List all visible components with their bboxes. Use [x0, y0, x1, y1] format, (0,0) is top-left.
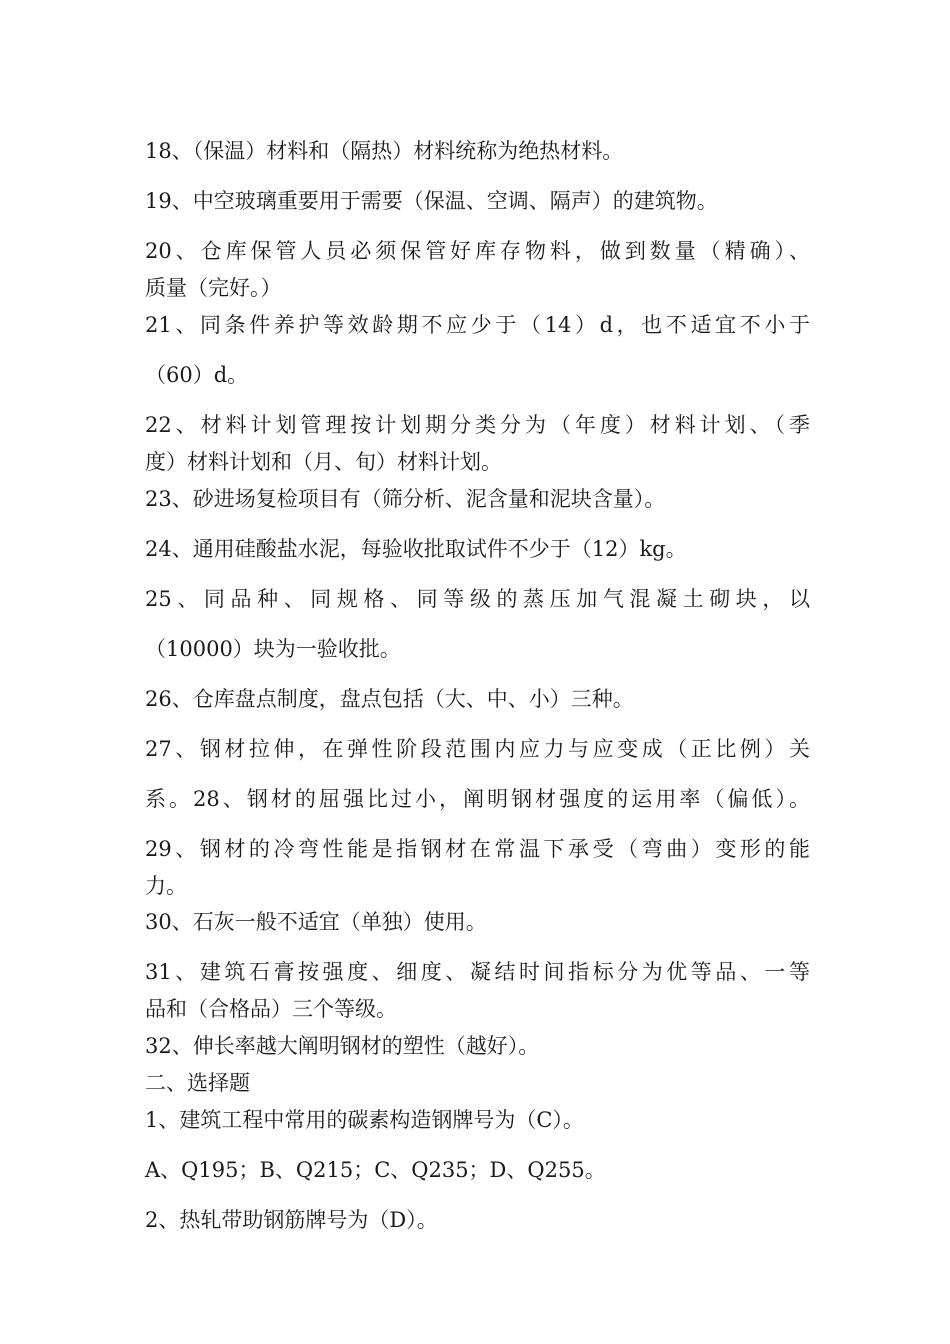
text-line-21b: （60）d。 [145, 363, 249, 387]
text-line-18: 18、（保温）材料和（隔热）材料统称为绝热材料。 [145, 139, 624, 163]
text-line-22b: 度）材料计划和（月、旬）材料计划。 [145, 450, 502, 474]
text-line-29a: 29、钢材的冷弯性能是指钢材在常温下承受（弯曲）变形的能 [145, 837, 810, 861]
text-line-20b: 质量（完好。） [145, 276, 282, 300]
text-line-23: 23、砂进场复检项目有（筛分析、泥含量和泥块含量）。 [145, 487, 666, 511]
section-heading-choice: 二、选择题 [145, 1071, 250, 1095]
text-line-30: 30、石灰一般不适宜（单独）使用。 [145, 910, 487, 934]
question-2: 2、热轧带助钢筋牌号为（D）。 [145, 1208, 438, 1232]
text-line-27b-28: 系。28、钢材的屈强比过小，阐明钢材强度的运用率（偏低）。 [145, 787, 810, 811]
text-line-27a: 27、钢材拉伸，在弹性阶段范围内应力与应变成（正比例）关 [145, 737, 810, 761]
text-line-32: 32、伸长率越大阐明钢材的塑性（越好）。 [145, 1034, 540, 1058]
text-line-29b: 力。 [145, 874, 187, 898]
text-line-25b: （10000）块为一验收批。 [145, 637, 401, 661]
text-line-24: 24、通用硅酸盐水泥，每验收批取试件不少于（12）kg。 [145, 537, 687, 561]
text-line-19: 19、中空玻璃重要用于需要（保温、空调、隔声）的建筑物。 [145, 189, 718, 213]
text-line-21a: 21、同条件养护等效龄期不应少于（14）d，也不适宜不小于 [145, 313, 810, 337]
text-line-20a: 20、仓库保管人员必须保管好库存物料，做到数量（精确）、 [145, 239, 810, 263]
text-line-26: 26、仓库盘点制度，盘点包括（大、中、小）三种。 [145, 687, 634, 711]
question-1-options: A、Q195；B、Q215；C、Q235；D、Q255。 [145, 1158, 606, 1182]
text-line-31a: 31、建筑石膏按强度、细度、凝结时间指标分为优等品、一等 [145, 960, 810, 984]
question-1: 1、建筑工程中常用的碳素构造钢牌号为（C）。 [145, 1108, 584, 1132]
text-line-31b: 品和（合格品）三个等级。 [145, 997, 397, 1021]
text-line-22a: 22、材料计划管理按计划期分类分为（年度）材料计划、（季 [145, 413, 810, 437]
text-line-25a: 25、同品种、同规格、同等级的蒸压加气混凝土砌块，以 [145, 587, 810, 611]
